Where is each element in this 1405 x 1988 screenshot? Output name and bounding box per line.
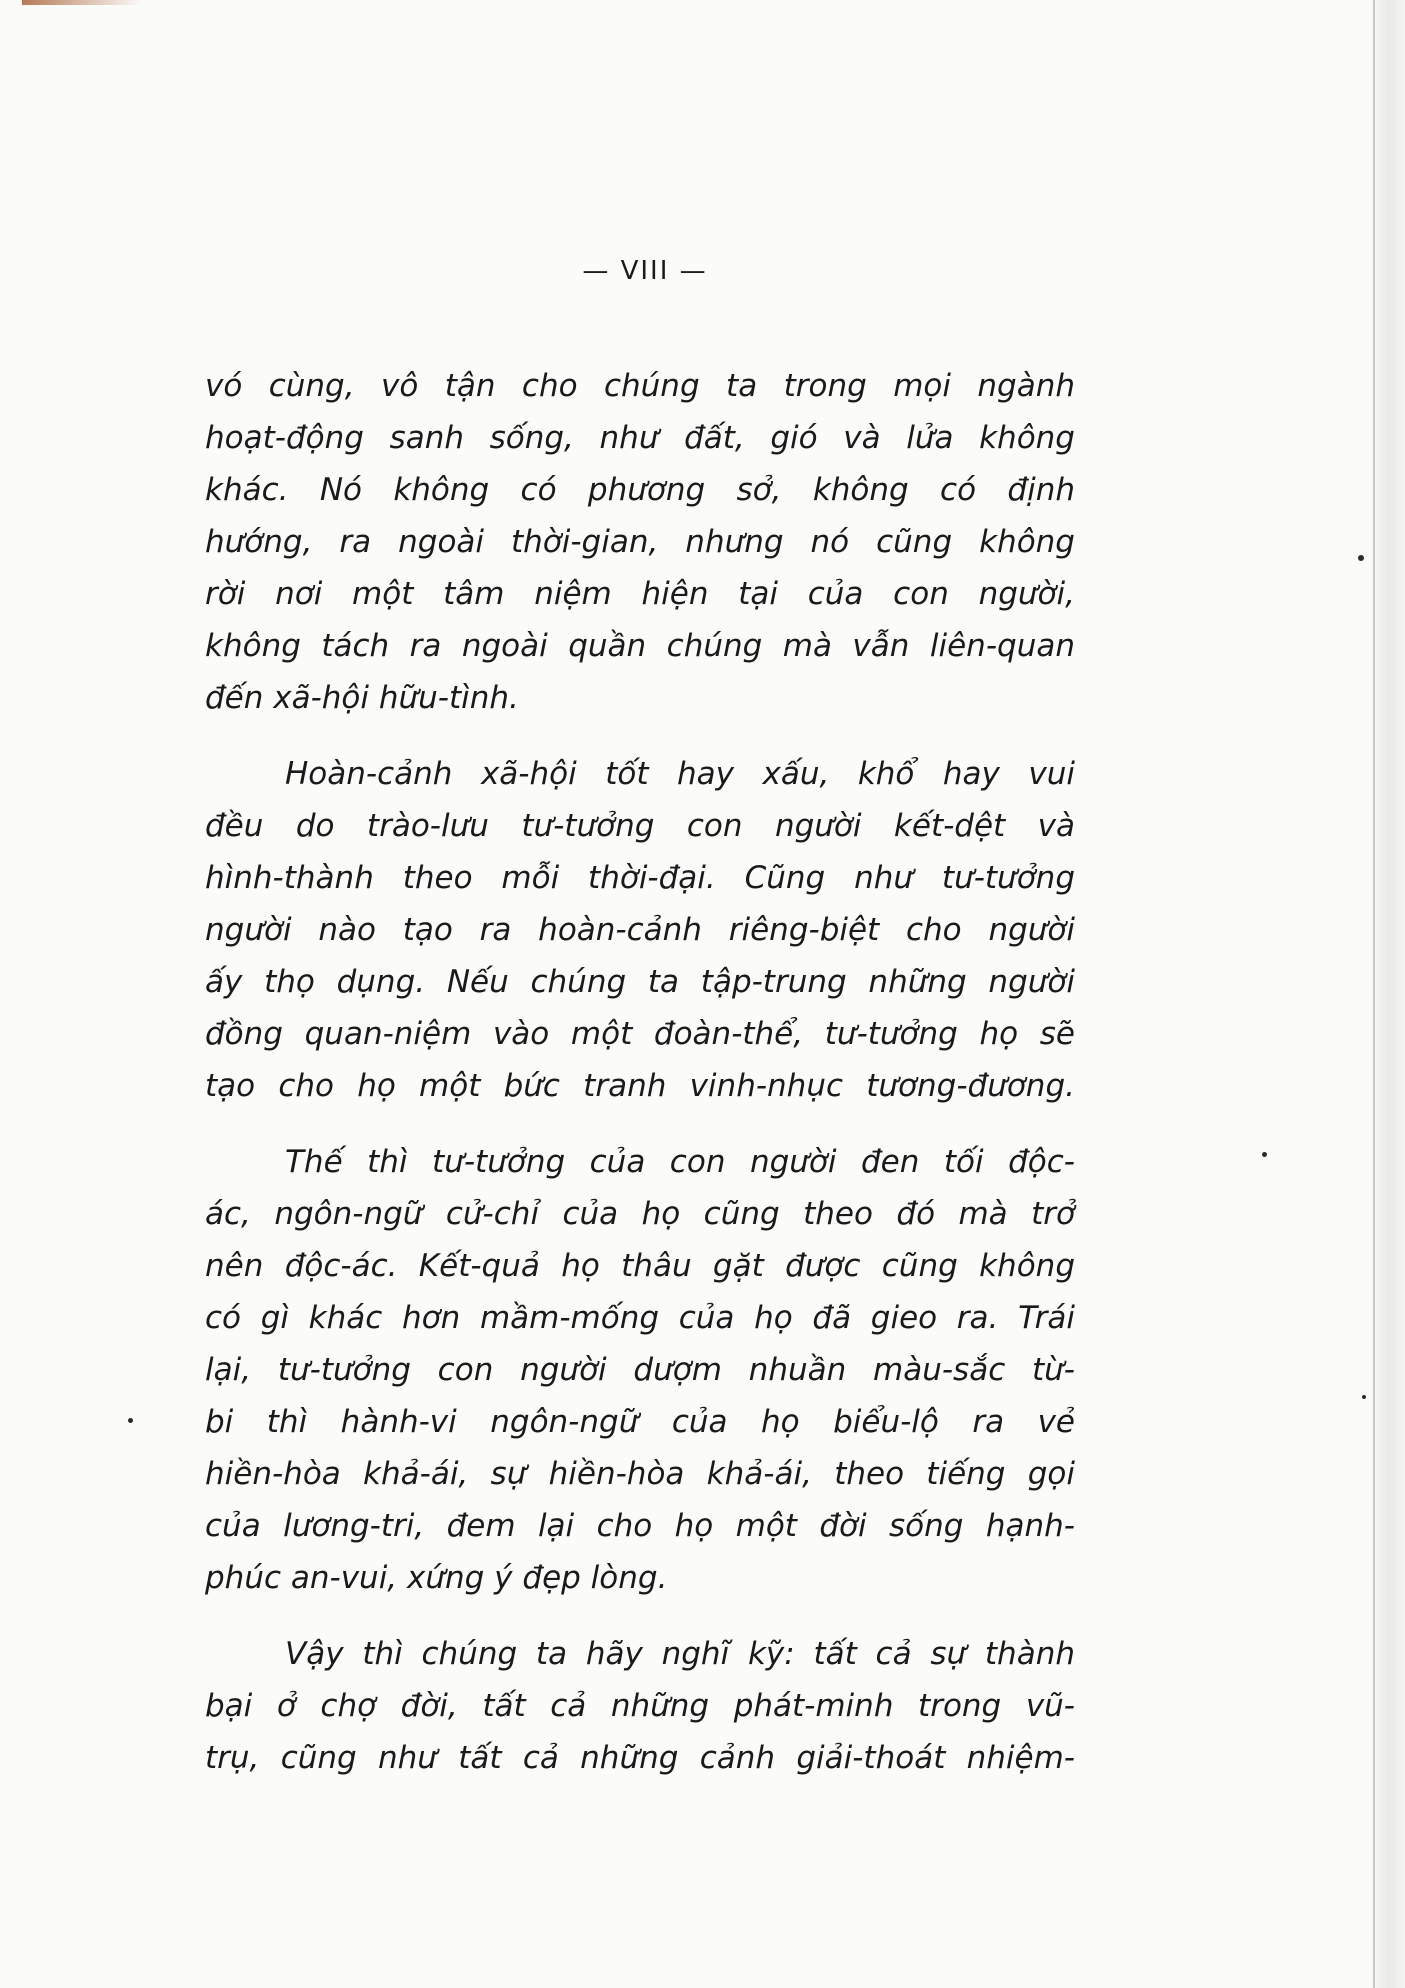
text-line: hình-thành theo mỗi thời-đại. Cũng như tư-tưởng (205, 860, 1075, 896)
text-line: bi thì hành-vi ngôn-ngữ của họ biểu-lộ ra vẻ (205, 1404, 1075, 1440)
paragraph (205, 1628, 1075, 1784)
text-line: hoạt-động sanh sống, như đất, gió và lửa không (205, 420, 1075, 456)
paragraph (205, 1136, 1075, 1604)
text-line: ác, ngôn-ngữ cử-chỉ của họ cũng theo đó mà trở (205, 1196, 1075, 1232)
scan-speck (128, 1418, 133, 1423)
page-binding-line (1373, 0, 1375, 1988)
text-line: hiền-hòa khả-ái, sự hiền-hòa khả-ái, theo tiếng gọi (205, 1456, 1075, 1492)
text-line: bại ở chợ đời, tất cả những phát-minh trong vũ- (205, 1688, 1075, 1724)
scan-speck (1358, 555, 1364, 561)
text-line: khác. Nó không có phương sở, không có định (205, 472, 1075, 508)
text-line: lại, tư-tưởng con người dượm nhuần màu-sắc từ- (205, 1352, 1075, 1388)
text-line: phúc an-vui, xứng ý đẹp lòng. (205, 1560, 668, 1596)
body-text (205, 360, 1075, 1784)
text-line: Hoàn-cảnh xã-hội tốt hay xấu, khổ hay vui (285, 756, 1075, 792)
text-line: người nào tạo ra hoàn-cảnh riêng-biệt cho người (205, 912, 1075, 948)
paragraph (205, 748, 1075, 1112)
text-line: ấy thọ dụng. Nếu chúng ta tập-trung những người (205, 964, 1075, 1000)
text-line: Vậy thì chúng ta hãy nghĩ kỹ: tất cả sự thành (285, 1636, 1075, 1672)
text-line: đồng quan-niệm vào một đoàn-thể, tư-tưởng họ sẽ (205, 1016, 1075, 1052)
text-line: có gì khác hơn mầm-mống của họ đã gieo ra. Trái (205, 1300, 1075, 1336)
scan-speck (1362, 1395, 1366, 1399)
page-corner-stain (22, 0, 142, 5)
text-line: đều do trào-lưu tư-tưởng con người kết-dệt và (205, 808, 1075, 844)
text-line: trụ, cũng như tất cả những cảnh giải-thoát nhiệm- (205, 1740, 1075, 1776)
scan-speck (1262, 1152, 1267, 1157)
text-line: của lương-tri, đem lại cho họ một đời sống hạnh- (205, 1508, 1075, 1544)
paragraph (205, 360, 1075, 724)
text-line: không tách ra ngoài quần chúng mà vẫn liên-quan (205, 628, 1075, 664)
text-line: vó cùng, vô tận cho chúng ta trong mọi ngành (205, 368, 1075, 404)
text-line: Thế thì tư-tưởng của con người đen tối độc- (285, 1144, 1075, 1180)
text-line: hướng, ra ngoài thời-gian, nhưng nó cũng không (205, 524, 1075, 560)
text-line: đến xã-hội hữu-tình. (205, 680, 519, 716)
text-line: tạo cho họ một bức tranh vinh-nhục tương-đương. (205, 1068, 1075, 1104)
text-line: rời nơi một tâm niệm hiện tại của con người, (205, 576, 1075, 612)
page-number: — VIII — (582, 256, 708, 286)
text-line: nên độc-ác. Kết-quả họ thâu gặt được cũng không (205, 1248, 1075, 1284)
